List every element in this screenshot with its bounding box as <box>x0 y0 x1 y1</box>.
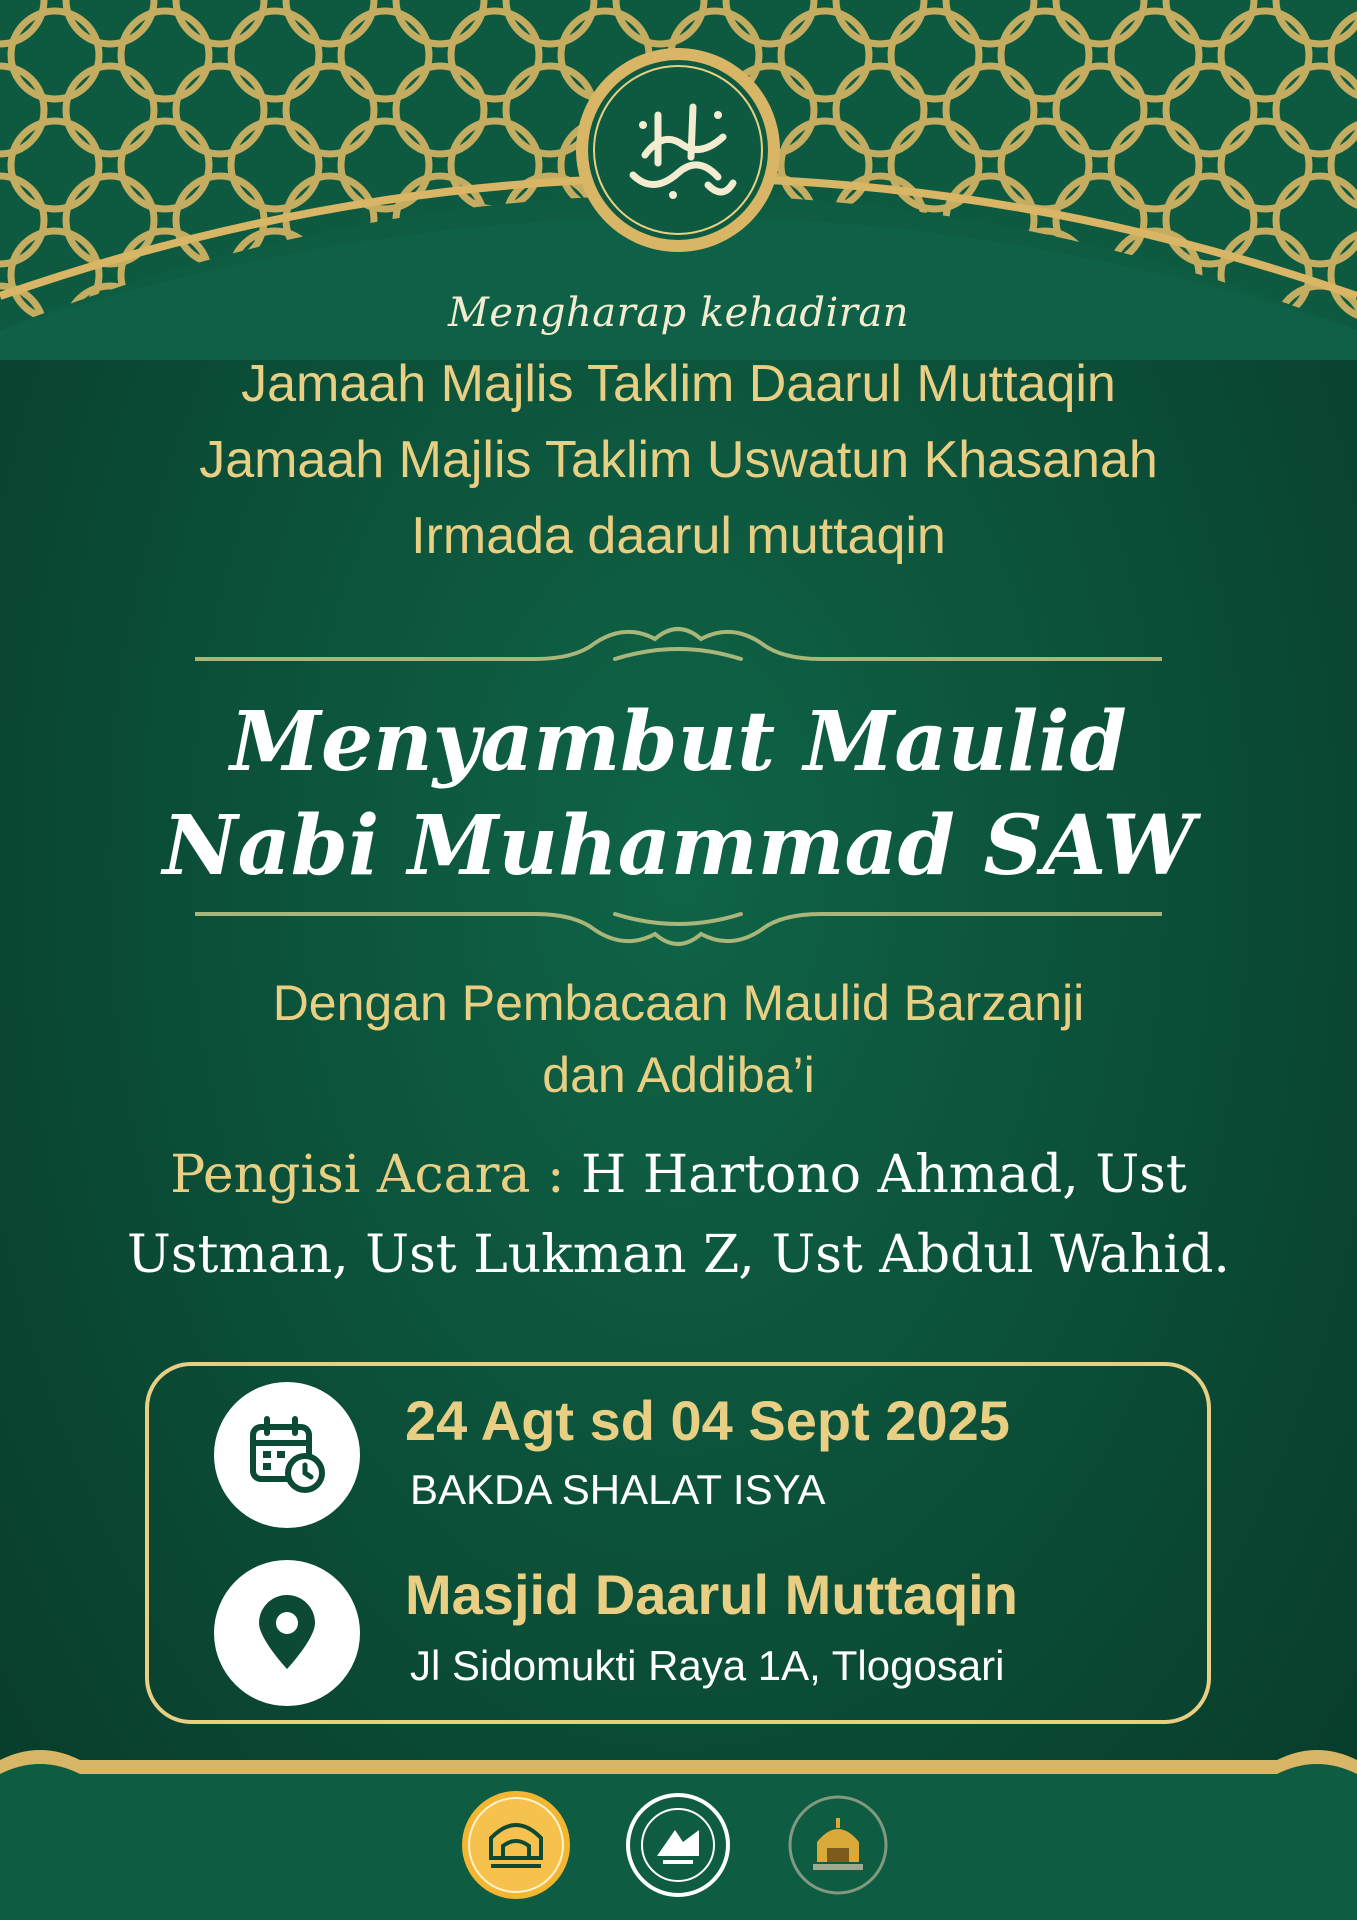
ornament-divider-top <box>195 615 1162 671</box>
event-date: 24 Agt sd 04 Sept 2025 <box>405 1389 1010 1452</box>
irmada-logo <box>783 1790 893 1900</box>
event-time: BAKDA SHALAT ISYA <box>410 1466 826 1513</box>
guest-line-1: Jamaah Majlis Taklim Daarul Muttaqin <box>241 355 1116 413</box>
title-line-2: Nabi Muhammad SAW <box>162 798 1195 894</box>
speakers-label: Pengisi Acara : <box>170 1145 565 1205</box>
guest-line-3: Irmada daarul muttaqin <box>411 507 946 565</box>
speakers-names-1: H Hartono Ahmad, Ust <box>581 1145 1187 1205</box>
calendar-clock-icon <box>214 1382 360 1528</box>
venue-name: Masjid Daarul Muttaqin <box>405 1563 1018 1626</box>
map-pin-icon <box>214 1560 360 1706</box>
subtitle-line-2: dan Addiba’i <box>542 1047 815 1103</box>
ornament-divider-bottom <box>195 902 1162 958</box>
greeting-text: Mengharap kehadiran <box>447 290 910 336</box>
subtitle-line-1: Dengan Pembacaan Maulid Barzanji <box>272 975 1085 1031</box>
guest-line-2: Jamaah Majlis Taklim Uswatun Khasanah <box>199 431 1158 489</box>
takmir-masjid-logo <box>461 1790 571 1900</box>
venue-address: Jl Sidomukti Raya 1A, Tlogosari <box>410 1642 1005 1689</box>
calligraphy-medallion <box>573 45 783 255</box>
yayasan-daarul-muttaqin-logo <box>623 1790 733 1900</box>
speakers-names-2: Ustman, Ust Lukman Z, Ust Abdul Wahid. <box>127 1225 1230 1285</box>
speakers-line-1 <box>60 1136 1297 1214</box>
title-line-1: Menyambut Maulid <box>230 694 1127 790</box>
